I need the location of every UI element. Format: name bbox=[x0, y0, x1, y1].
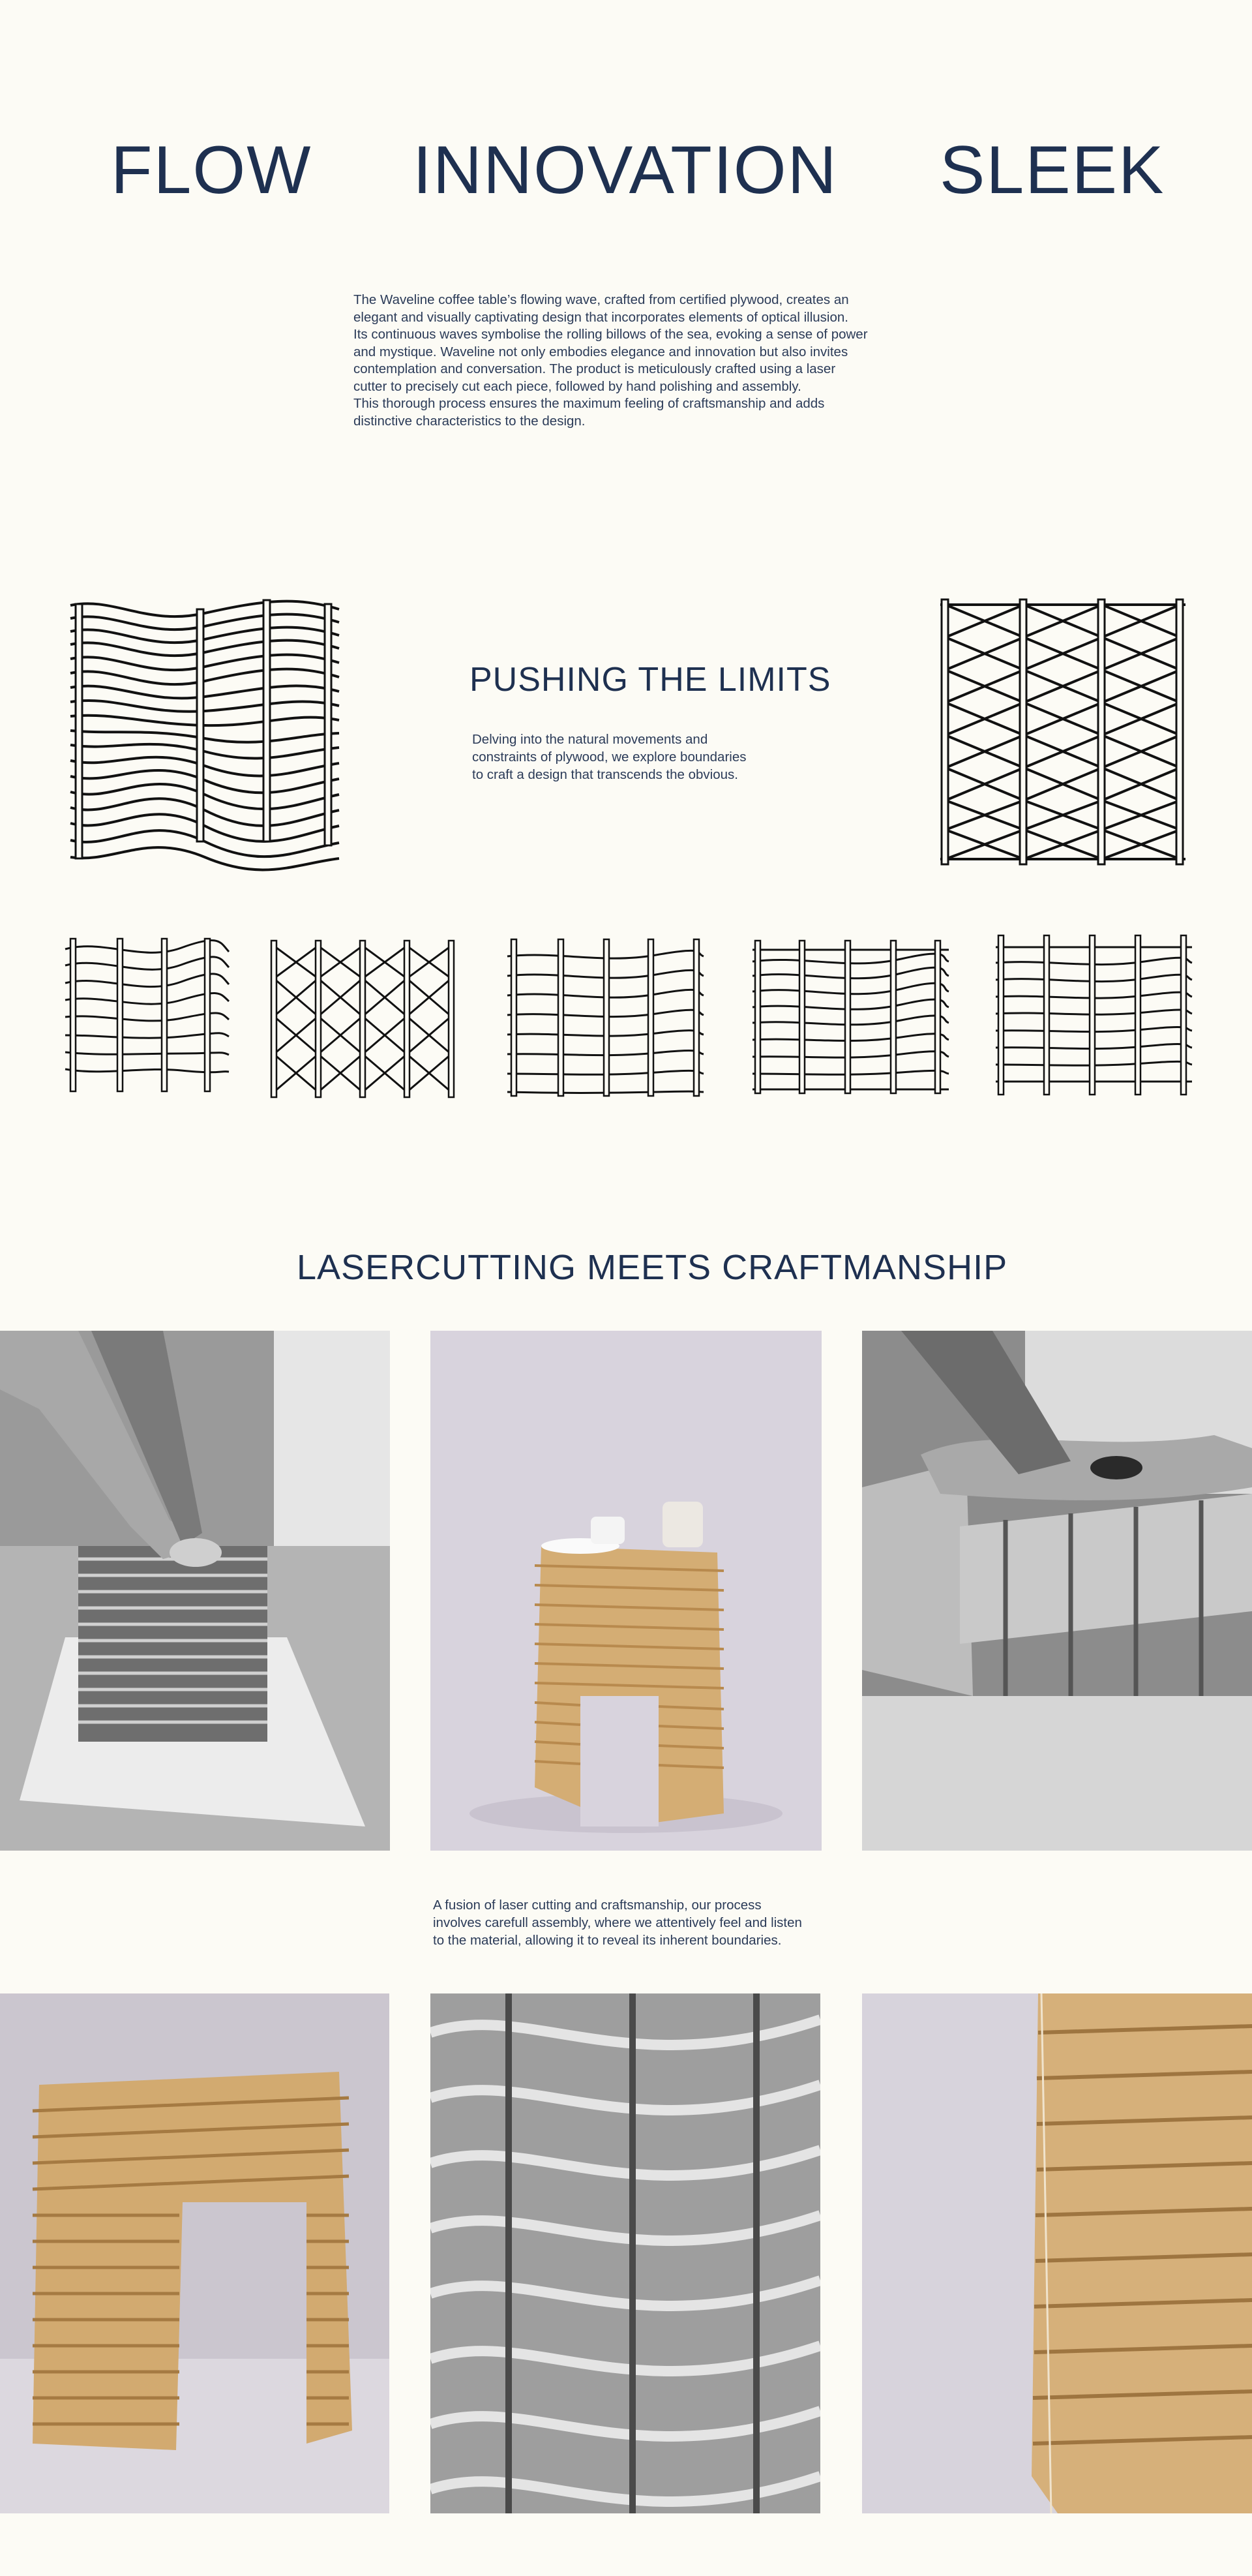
photo-hand-assembling-stool bbox=[0, 1331, 390, 1851]
photo-stool-side-edge bbox=[862, 1993, 1252, 2513]
headline-flow: FLOW bbox=[111, 132, 312, 208]
intro-line: elegant and visually captivating design that incorporates elements of optical illusion. bbox=[353, 309, 848, 325]
wave-diagram-small-1 bbox=[64, 936, 230, 1096]
limits-line: to craft a design that transcends the obvious. bbox=[472, 767, 738, 782]
wave-diagram-small-5 bbox=[994, 934, 1193, 1097]
limits-line: constraints of plywood, we explore boundaries bbox=[472, 750, 747, 765]
intro-line: This thorough process ensures the maximum feeling of craftsmanship and adds bbox=[353, 396, 825, 411]
photo-stool-full-view bbox=[0, 1993, 389, 2513]
craft-title: LASERCUTTING MEETS CRAFTMANSHIP bbox=[297, 1248, 1008, 1287]
craft-line: to the material, allowing it to reveal its inherent boundaries. bbox=[433, 1933, 782, 1948]
intro-line: The Waveline coffee table’s flowing wave, crafted from certified plywood, creates an bbox=[353, 292, 849, 307]
photo-stool-with-cups bbox=[430, 1331, 822, 1851]
intro-line: and mystique. Waveline not only embodies elegance and innovation but also invites bbox=[353, 344, 848, 359]
intro-line: cutter to precisely cut each piece, followed by hand polishing and assembly. bbox=[353, 378, 801, 394]
photo-hand-on-slats-closeup bbox=[862, 1331, 1252, 1851]
wave-diagram-small-4 bbox=[751, 939, 950, 1096]
wave-diagram-small-3 bbox=[506, 938, 705, 1098]
intro-line: distinctive characteristics to the design. bbox=[353, 413, 586, 429]
intro-line: Its continuous waves symbolise the rolling billows of the sea, evoking a sense of power bbox=[353, 327, 868, 342]
limits-title: PUSHING THE LIMITS bbox=[470, 661, 831, 699]
wave-diagram-large bbox=[68, 600, 342, 864]
craft-line: involves carefull assembly, where we attentively feel and listen bbox=[433, 1915, 802, 1930]
intro-paragraph bbox=[353, 292, 914, 430]
x-diagram-small-2 bbox=[269, 939, 458, 1099]
x-diagram-large bbox=[939, 598, 1187, 866]
craft-line: A fusion of laser cutting and craftsmanship, our process bbox=[433, 1898, 762, 1913]
limits-paragraph bbox=[472, 731, 811, 783]
craft-paragraph bbox=[433, 1896, 902, 1949]
headline-innovation: INNOVATION bbox=[413, 132, 838, 208]
limits-line: Delving into the natural movements and bbox=[472, 732, 708, 747]
photo-wave-ribs-closeup bbox=[430, 1993, 820, 2513]
headline-sleek: SLEEK bbox=[940, 132, 1165, 208]
intro-line: contemplation and conversation. The product is meticulously crafted using a laser bbox=[353, 361, 836, 376]
